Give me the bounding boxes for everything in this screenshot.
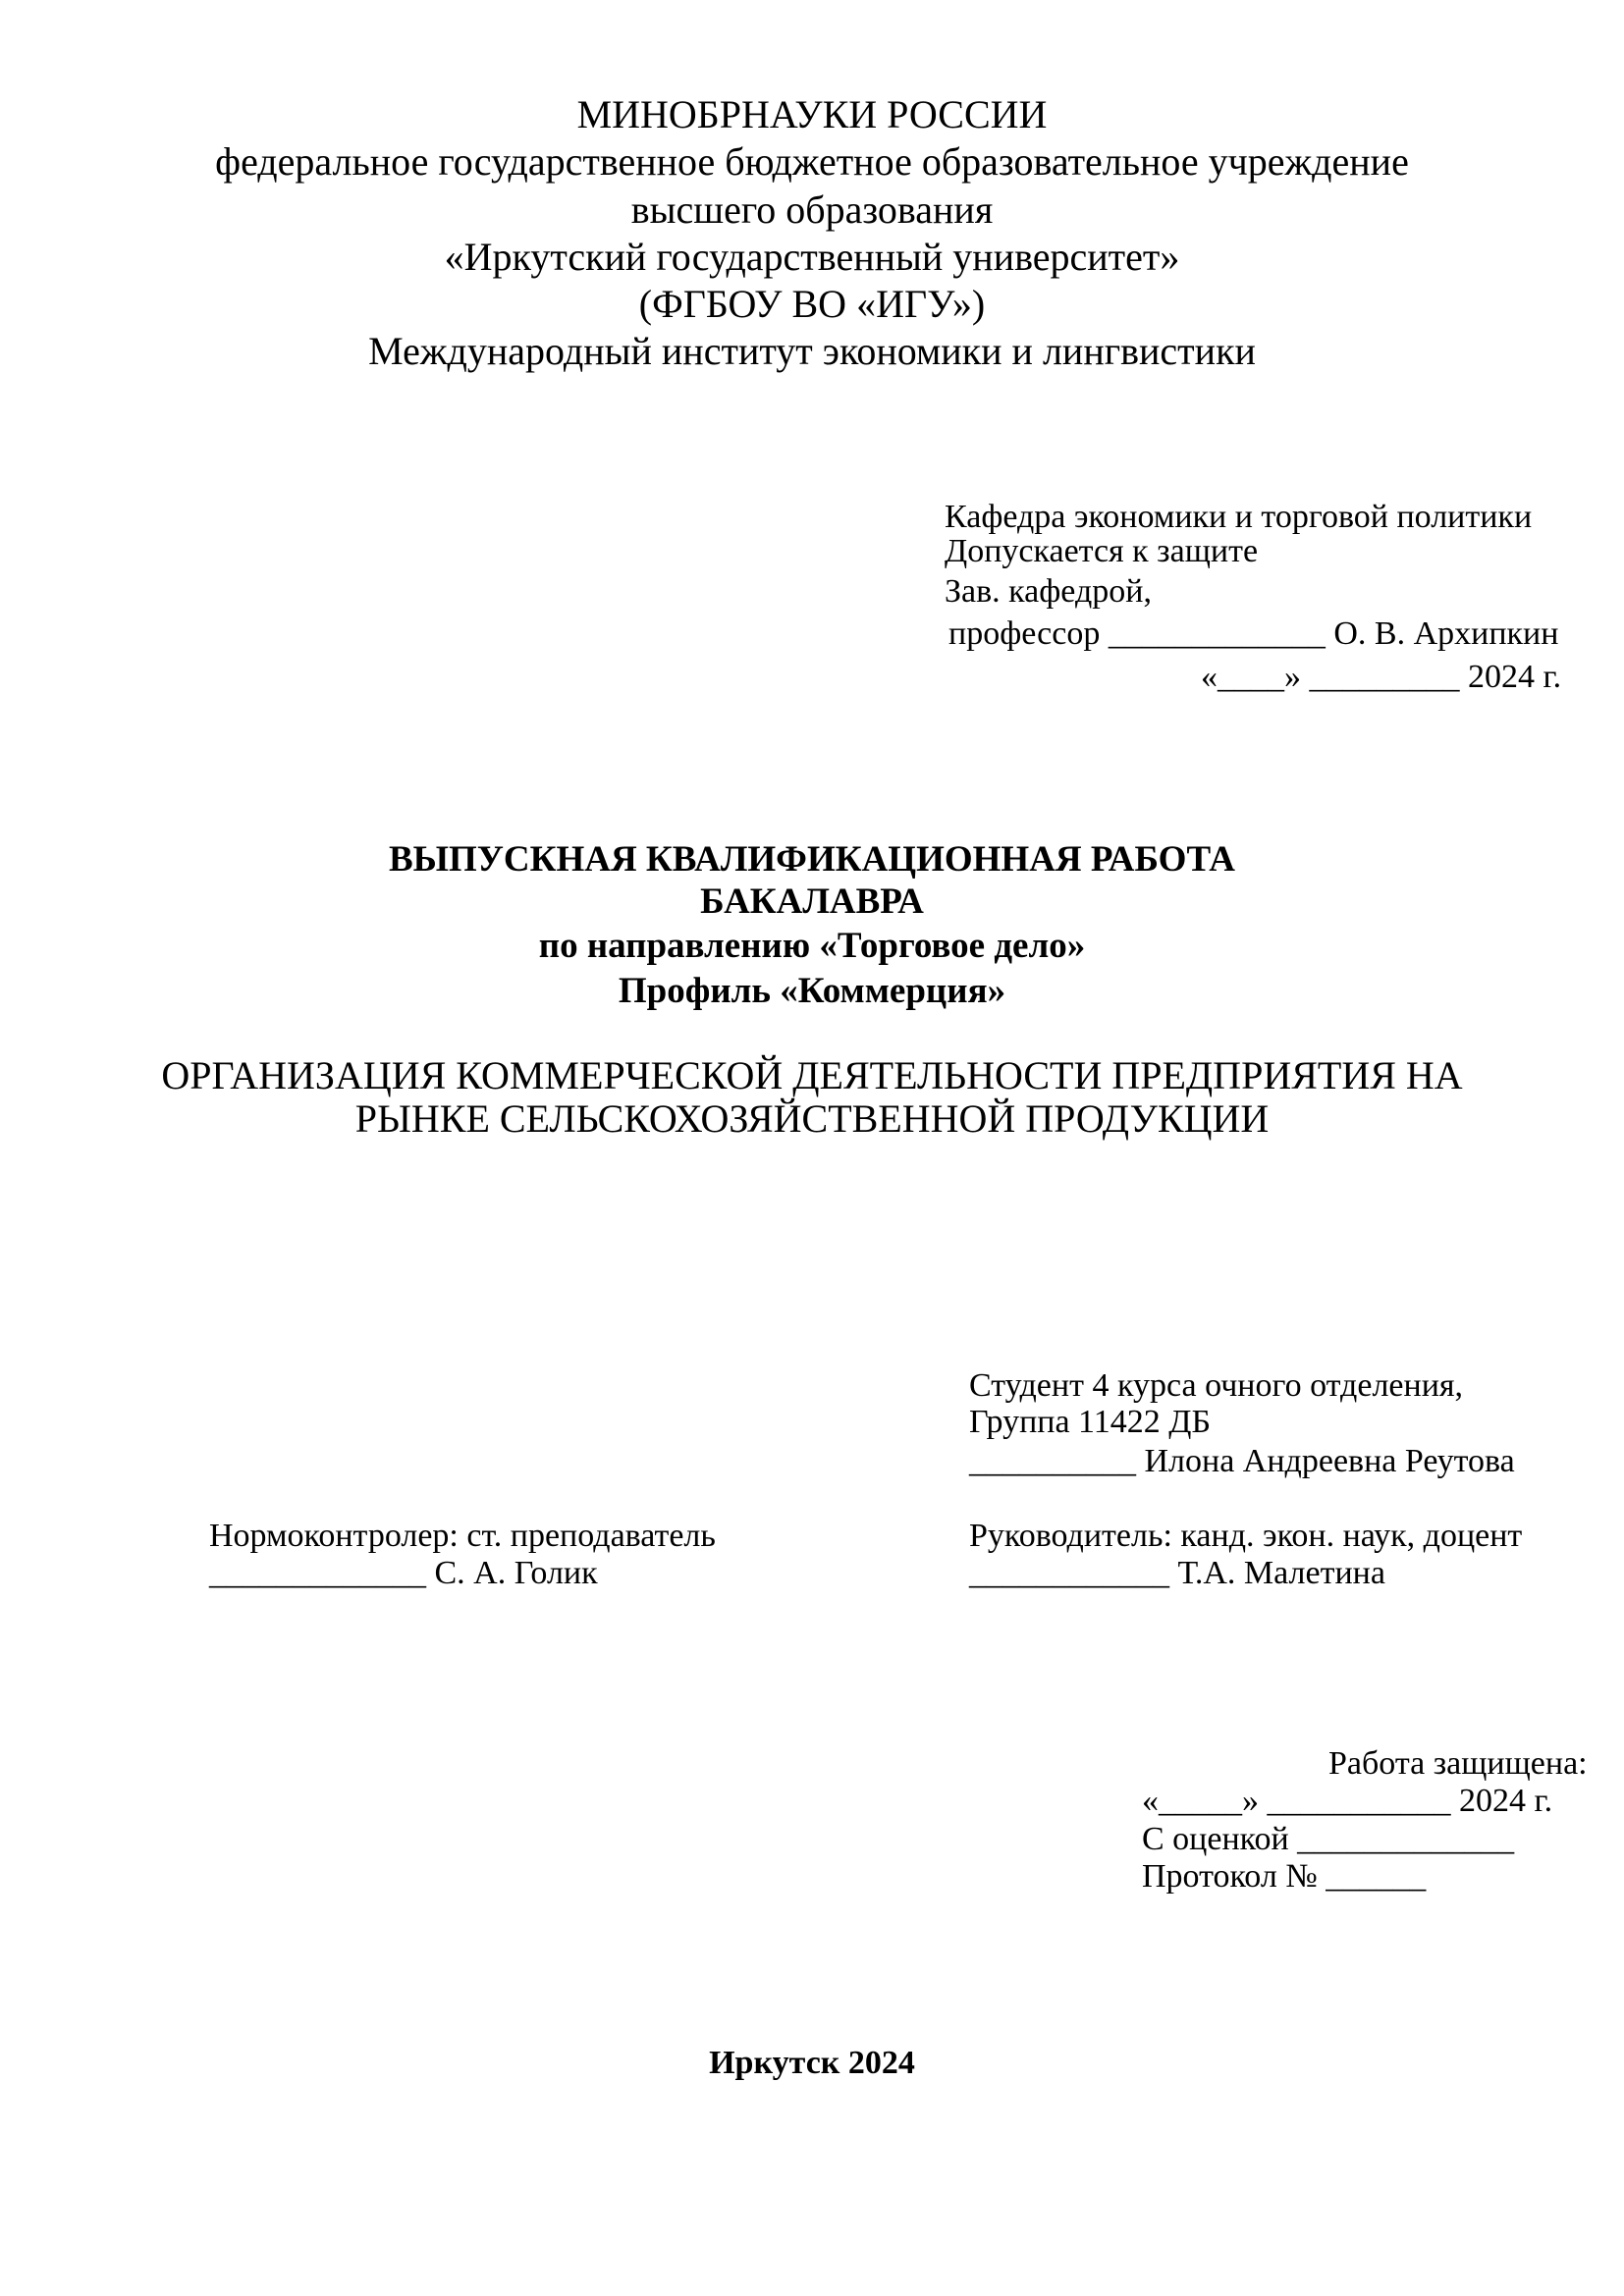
institution-level: высшего образования bbox=[630, 187, 994, 232]
ministry-name: МИНОБРНАУКИ РОССИИ bbox=[576, 92, 1048, 136]
professor-signature: профессор _____________ О. В. Архипкин bbox=[948, 615, 1559, 652]
work-direction: по направлению «Торговое дело» bbox=[538, 926, 1086, 966]
normcontroller-title: Нормоконтролер: ст. преподаватель bbox=[209, 1518, 716, 1554]
student-course: Студент 4 курса очного отделения, bbox=[969, 1367, 1464, 1404]
university-abbr: (ФГБОУ ВО «ИГУ») bbox=[638, 282, 986, 326]
normcontroller-name: _____________ С. А. Голик bbox=[209, 1555, 598, 1591]
institution-type: федеральное государственное бюджетное образовательное учреждение bbox=[215, 139, 1409, 184]
student-group: Группа 11422 ДБ bbox=[969, 1404, 1212, 1440]
student-name: __________ Илона Андреевна Реутова bbox=[969, 1443, 1515, 1479]
work-degree: БАКАЛАВРА bbox=[700, 881, 924, 922]
supervisor-title: Руководитель: канд. экон. наук, доцент bbox=[969, 1518, 1523, 1554]
approval-date: «____» _________ 2024 г. bbox=[1201, 659, 1562, 695]
department-name: Кафедра экономики и торговой политики bbox=[945, 499, 1533, 535]
work-profile: Профиль «Коммерция» bbox=[618, 971, 1006, 1011]
head-label: Зав. кафедрой, bbox=[945, 573, 1152, 610]
defense-protocol: Протокол № ______ bbox=[1142, 1858, 1427, 1895]
institute-name: Международный институт экономики и лингвистики bbox=[368, 329, 1256, 373]
supervisor-name: ____________ Т.А. Малетина bbox=[969, 1555, 1385, 1591]
admitted-label: Допускается к защите bbox=[945, 533, 1259, 569]
topic-line-1: ОРГАНИЗАЦИЯ КОММЕРЧЕСКОЙ ДЕЯТЕЛЬНОСТИ ПРЕДПРИЯТИЯ НА bbox=[161, 1053, 1463, 1097]
defense-grade: С оценкой _____________ bbox=[1142, 1821, 1515, 1857]
university-name: «Иркутский государственный университет» bbox=[444, 235, 1180, 279]
defense-date: «_____» ___________ 2024 г. bbox=[1142, 1783, 1553, 1819]
work-type: ВЫПУСКНАЯ КВАЛИФИКАЦИОННАЯ РАБОТА bbox=[388, 839, 1236, 880]
topic-line-2: РЫНКЕ СЕЛЬСКОХОЗЯЙСТВЕННОЙ ПРОДУКЦИИ bbox=[354, 1096, 1270, 1141]
city-year: Иркутск 2024 bbox=[709, 2045, 915, 2081]
defense-protected: Работа защищена: bbox=[1328, 1745, 1588, 1782]
